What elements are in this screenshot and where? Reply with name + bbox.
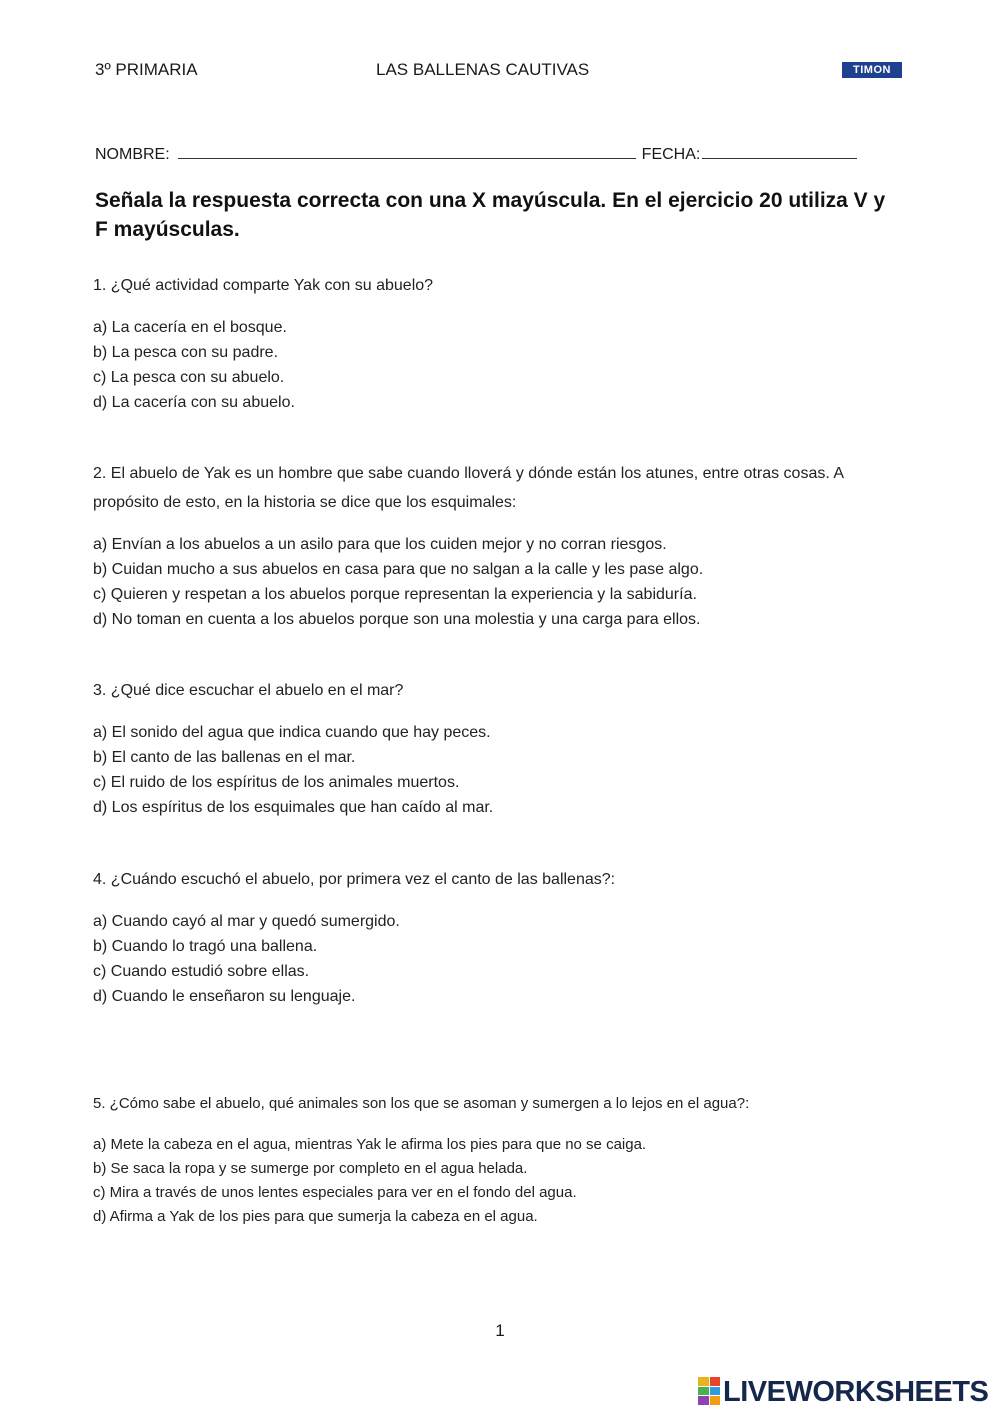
options-list	[93, 315, 903, 415]
option[interactable]: c) Mira a través de unos lentes especiales para ver en el fondo del agua.	[93, 1184, 577, 1201]
instructions: Señala la respuesta correcta con una X mayúscula. En el ejercicio 20 utiliza V y F mayúsculas.	[95, 189, 886, 241]
option[interactable]: a) La cacería en el bosque.	[93, 319, 287, 336]
option[interactable]: d) No toman en cuenta a los abuelos porque son una molestia y una carga para ellos.	[93, 611, 701, 628]
question-1	[93, 271, 903, 415]
option[interactable]: a) Envían a los abuelos a un asilo para que los cuiden mejor y no corran riesgos.	[93, 536, 667, 553]
option[interactable]: b) Cuando lo tragó una ballena.	[93, 938, 318, 955]
option[interactable]: c) Quieren y respetan a los abuelos porque representan la experiencia y la sabiduría.	[93, 586, 697, 603]
option[interactable]: a) El sonido del agua que indica cuando que hay peces.	[93, 724, 491, 741]
options-list	[93, 532, 903, 632]
option[interactable]: b) La pesca con su padre.	[93, 344, 279, 361]
option[interactable]: c) El ruido de los espíritus de los animales muertos.	[93, 774, 460, 791]
date-label: FECHA:	[641, 146, 701, 163]
name-date-line	[95, 146, 857, 164]
question-3	[93, 676, 903, 820]
page-number: 1	[495, 1321, 505, 1340]
question-text: 3. ¿Qué dice escuchar el abuelo en el mar?	[93, 682, 404, 699]
option[interactable]: c) La pesca con su abuelo.	[93, 369, 285, 386]
question-text: 4. ¿Cuándo escuchó el abuelo, por primera vez el canto de las ballenas?:	[93, 871, 616, 888]
date-field[interactable]	[702, 146, 857, 159]
options-list	[93, 720, 903, 820]
option[interactable]: d) Cuando le enseñaron su lenguaje.	[93, 988, 356, 1005]
options-list	[93, 909, 903, 1009]
option[interactable]: b) El canto de las ballenas en el mar.	[93, 749, 356, 766]
option[interactable]: a) Mete la cabeza en el agua, mientras Yak le afirma los pies para que no se caiga.	[93, 1136, 647, 1153]
option[interactable]: b) Cuidan mucho a sus abuelos en casa para que no salgan a la calle y les pase algo.	[93, 561, 704, 578]
liveworksheets-logo-icon	[698, 1377, 720, 1405]
options-list	[93, 1133, 903, 1229]
liveworksheets-brand[interactable]	[698, 1377, 988, 1413]
question-5	[93, 1089, 903, 1229]
option[interactable]: d) La cacería con su abuelo.	[93, 394, 295, 411]
option[interactable]: d) Afirma a Yak de los pies para que sumerja la cabeza en el agua.	[93, 1208, 538, 1225]
option[interactable]: c) Cuando estudió sobre ellas.	[93, 963, 310, 980]
option[interactable]: d) Los espíritus de los esquimales que han caído al mar.	[93, 799, 494, 816]
name-field[interactable]	[178, 146, 636, 159]
option[interactable]: b) Se saca la ropa y se sumerge por completo en el agua helada.	[93, 1160, 528, 1177]
question-text: 1. ¿Qué actividad comparte Yak con su abuelo?	[93, 277, 434, 294]
publisher-logo	[842, 62, 902, 78]
brand-text: LIVEWORKSHEETS	[723, 1376, 989, 1408]
grade-label: 3º PRIMARIA	[95, 60, 198, 79]
option[interactable]: a) Cuando cayó al mar y quedó sumergido.	[93, 913, 400, 930]
question-4	[93, 865, 903, 1009]
question-text: 5. ¿Cómo sabe el abuelo, qué animales son los que se asoman y sumergen a lo lejos en el agua?:	[93, 1095, 750, 1112]
question-text: 2. El abuelo de Yak es un hombre que sabe cuando lloverá y dónde están los atunes, entre otras cosas. A propósito de esto, en la historia se dice que los esquimales:	[93, 465, 844, 511]
question-2	[93, 459, 903, 632]
name-label: NOMBRE:	[95, 146, 170, 163]
page-header	[95, 60, 905, 84]
publisher-logo-text: TIMON	[853, 64, 891, 76]
worksheet-title: LAS BALLENAS CAUTIVAS	[376, 60, 590, 79]
